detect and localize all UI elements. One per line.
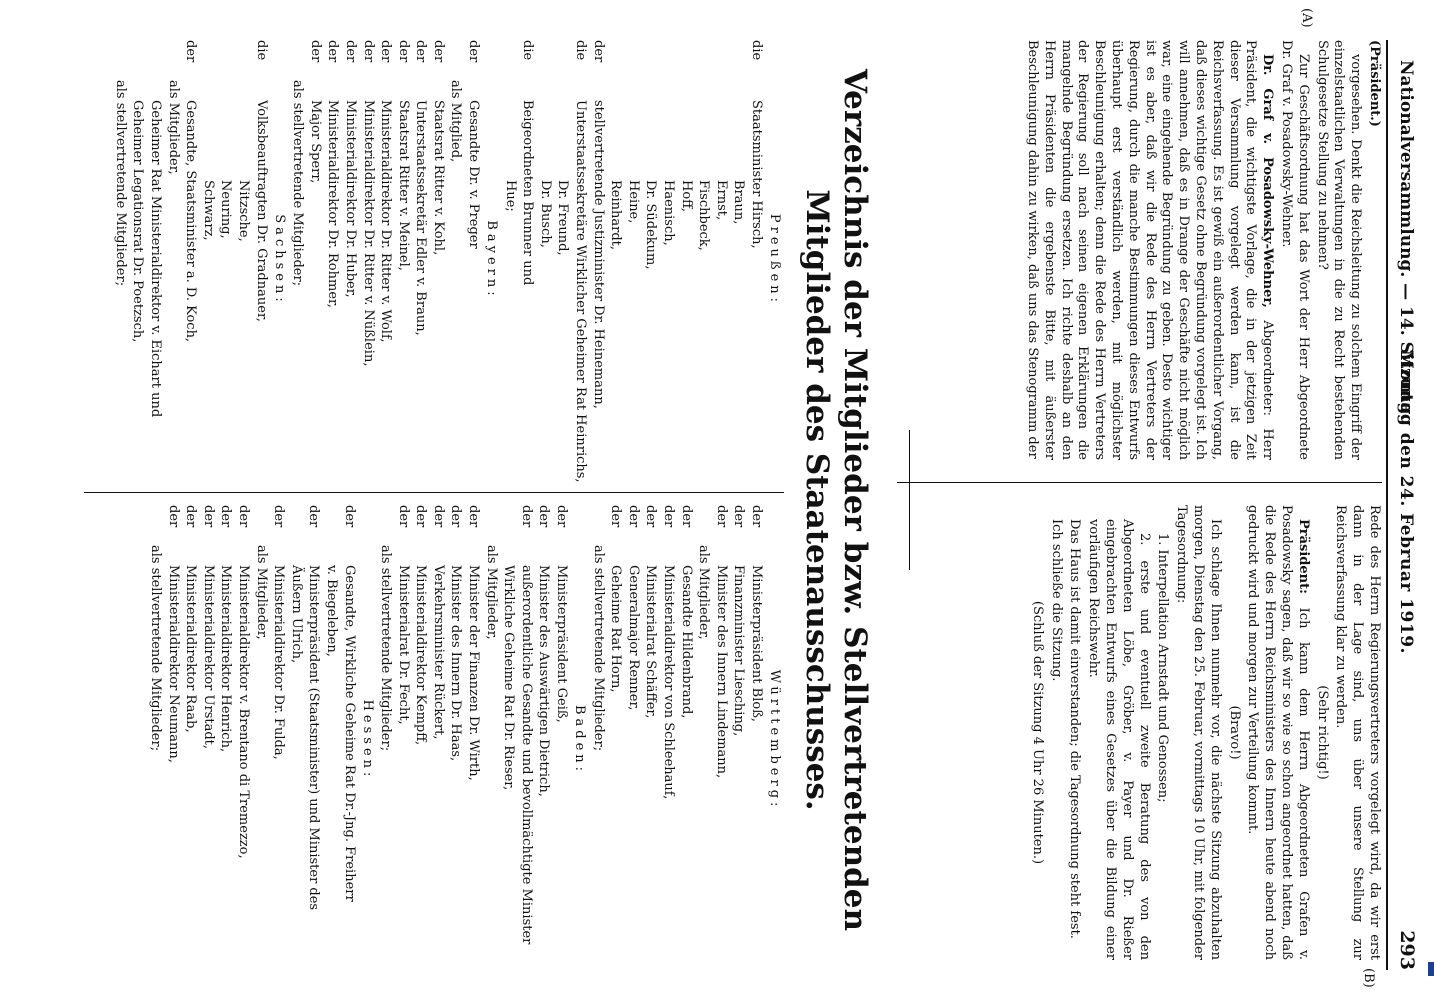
role-note: als Mitglieder,	[165, 80, 181, 175]
paragraph	[1023, 40, 1275, 460]
member-entry: Schwarz,	[200, 180, 216, 241]
article: der	[378, 40, 394, 63]
member-title: Ministerialdirektor v. Brentano di Tremezzo,	[235, 565, 251, 859]
member-entry	[465, 40, 483, 480]
article: der	[466, 505, 482, 528]
member-title: Generalmajor Renner,	[625, 565, 641, 711]
article: der	[235, 505, 251, 528]
article: der	[183, 505, 199, 528]
article: der	[749, 505, 764, 528]
right-text-column	[1026, 505, 1382, 960]
article: der	[218, 505, 234, 528]
member-entry	[624, 505, 642, 975]
member-entry: Ernst,	[713, 180, 729, 221]
paragraph: Zur Geschäftsordnung hat das Wort der Herr Abgeordnete Dr. Graf v. Posadowsky-Wehner.	[1279, 40, 1311, 460]
article: der	[306, 505, 322, 528]
member-entry	[517, 505, 535, 975]
interjection: (Sehr richtig!)	[1314, 685, 1330, 780]
speaker-tag: (Präsident.)	[1367, 40, 1382, 127]
member-entry: Dr. Busch,	[537, 180, 553, 248]
member-entry	[412, 40, 430, 480]
role-note: als stellvertretende Mitglieder;	[112, 80, 128, 287]
member-entry	[465, 505, 483, 975]
article: der	[325, 40, 341, 63]
member-title: Staatsrat Ritter v. Kohl,	[430, 100, 446, 256]
member-entry: Braun,	[731, 180, 747, 225]
member-entry	[252, 40, 270, 480]
member-entry	[747, 505, 765, 975]
article: der	[608, 505, 624, 528]
member-title: Ministerialdirektor Urstadt,	[200, 565, 216, 750]
state-heading: Baden:	[572, 704, 588, 776]
member-entry	[552, 505, 570, 975]
member-entry	[394, 505, 412, 975]
member-entry: Dr. Freund,	[555, 180, 571, 256]
member-title: Finanzminister Liesching,	[731, 565, 747, 737]
article: der	[554, 505, 570, 528]
member-title: Gesandte, Staatsminister a. D. Koch,	[183, 100, 199, 343]
agenda-item: 1. Interpellation Arnstadt und Genossen;	[1155, 533, 1171, 803]
member-entry	[129, 40, 147, 480]
article: der	[625, 505, 641, 528]
role-note: als Mitglieder,	[253, 545, 269, 640]
member-entry	[500, 505, 518, 975]
members-list-left	[111, 40, 784, 483]
member-title: Geheime Rat Horn,	[608, 565, 624, 693]
article: der	[413, 505, 429, 528]
article: die	[520, 40, 536, 61]
member-title: Ministerpräsident Geiß,	[554, 565, 570, 723]
member-entry	[730, 505, 748, 975]
member-title: Ministerialdirektor Kempff,	[413, 565, 429, 746]
member-entry: Nitzsche,	[235, 180, 251, 242]
member-entry	[589, 40, 607, 480]
member-entry	[322, 505, 340, 975]
member-title: Ministerialdirektor von Schleehauf,	[661, 565, 677, 800]
member-title: Minister des Innern Lindemann,	[713, 565, 729, 779]
member-entry	[412, 505, 430, 975]
state-heading: Hessen:	[359, 699, 375, 781]
session-closing: (Schluß der Sitzung 4 Uhr 26 Minuten.)	[1029, 600, 1045, 865]
paragraph: Ich schließe die Sitzung.	[1048, 519, 1064, 682]
column-divider	[897, 482, 1382, 483]
article: der	[342, 40, 358, 63]
member-entry	[306, 40, 324, 480]
role-note: als Mitglieder,	[483, 545, 499, 640]
member-title: Ministerpräsident Bloß,	[749, 565, 764, 723]
member-title: Ministerialrat Schäffer,	[643, 565, 659, 719]
paragraph: Ich schlage Ihnen nunmehr vor, die nächste Sitzung abzuhalten morgen, Dienstag den 25. Februar, vormittags 10 Uhr, mit folgender Tagesordnung:	[1174, 505, 1223, 960]
members-list-right	[146, 505, 784, 975]
member-title: Ministerialdirektor Henrich,	[218, 565, 234, 753]
member-entry: Hoff,	[678, 180, 694, 213]
member-entry: Hue;	[502, 180, 518, 212]
member-title: Minister der Finanzen Dr. Wirth,	[466, 565, 482, 781]
margin-marker-a: (A)	[1299, 8, 1314, 28]
page-number: 293	[1396, 930, 1418, 970]
document-page	[34, 0, 1434, 1000]
paragraph: Das Haus ist damit einverstanden; die Tagesordnung steht fest.	[1067, 519, 1083, 939]
state-heading: Bayern:	[484, 220, 500, 300]
member-entry: Haenisch,	[661, 180, 677, 246]
paragraph: vorgesehen. Denkt die Reichsleitung zu solchem Eingriff der einzelstaatlichen Verwaltungen in die zu Recht bestehenden Schulgesetze Stellung zu nehmen?	[1314, 40, 1364, 460]
role-note: als Mitglied,	[448, 80, 464, 163]
article: der	[713, 505, 729, 528]
member-title: stellvertretende Justizminister Dr. Heinemann,	[590, 100, 606, 409]
member-title: Staatsminister Hirsch,	[749, 100, 764, 249]
dfg-logo	[1428, 962, 1434, 976]
role-note: als stellvertretende Mitglieder;	[590, 545, 606, 752]
member-entry	[182, 505, 200, 975]
member-entry	[571, 40, 589, 483]
paragraph: Rede des Herrn Regierungsvertreters vorgelegt wird, da wir erst dann in der Lage sind, uns über unsere Stellung zur Reichsverfassung klar zu werden.	[1333, 505, 1382, 960]
member-entry	[182, 40, 200, 480]
role-note: als Mitglieder,	[696, 545, 712, 640]
member-title: Gesandte Hildenbrand,	[678, 565, 694, 719]
member-entry: Dr. Südekum,	[643, 180, 659, 270]
member-entry	[659, 505, 677, 975]
member-entry	[270, 505, 288, 975]
member-title: Ministerialdirektor Dr. Huber,	[342, 100, 358, 298]
article: der	[448, 505, 464, 528]
margin-marker-b: (B)	[1361, 968, 1376, 988]
article: der	[661, 505, 677, 528]
section-rule	[909, 430, 910, 570]
speech-text: Ich kann dem Herrn Abgeordneten Grafen v. Posadowsky sagen, daß wir so wie so schon angeordnet hatten, daß die Rede des Herrn Reichsministers des Innern heute abend noch gedruckt wird und morgen zur Verteilung kommt.	[1245, 505, 1311, 960]
article: der	[536, 505, 552, 528]
member-title: Ministerialrat Dr. Fecht,	[395, 565, 411, 725]
member-title: Geheimer Rat Ministerialdirektor v. Eichart und	[148, 100, 163, 418]
member-entry: Reinhardt,	[608, 180, 624, 251]
member-title: Unterstaatssekretär Edler v. Braun,	[413, 100, 429, 336]
member-entry	[712, 505, 730, 975]
article: der	[395, 505, 411, 528]
member-entry	[377, 40, 395, 480]
member-title: Minister des Innern Dr. Haas,	[448, 565, 464, 762]
speaker-name: Dr. Graf v. Posadowsky-Wehner,	[1260, 54, 1276, 308]
member-entry	[217, 505, 235, 975]
member-entry: Heine,	[625, 180, 641, 224]
article: der	[731, 505, 747, 528]
member-entry	[394, 40, 412, 480]
member-entry	[429, 40, 447, 480]
member-title: Gesandte Dr. v. Preger	[466, 100, 482, 249]
member-title: v. Biegeleben,	[323, 565, 339, 657]
member-title: Ministerialdirektor Neumann,	[165, 565, 181, 763]
member-entry: Neuring,	[218, 180, 234, 239]
member-title: Ministerialdirektor Raab,	[183, 565, 199, 733]
member-entry	[305, 505, 323, 975]
article: der	[643, 505, 659, 528]
state-heading: Württemberg:	[767, 669, 782, 811]
article: die	[749, 40, 764, 61]
member-entry: Fischbeck,	[696, 180, 712, 251]
list-title: Verzeichnis der Mitglieder bzw. Stellvertretenden Mitglieder des Staatenausschusses.	[799, 68, 873, 932]
member-title: Major Sperr,	[307, 100, 323, 184]
member-title: Ministerialdirektor Dr. Fulda,	[271, 565, 287, 760]
member-title: Staatsrat Ritter v. Meinel,	[395, 100, 411, 271]
article: der	[430, 40, 446, 63]
state-heading: Preußen:	[767, 213, 782, 307]
member-entry	[359, 40, 377, 480]
article: die	[573, 40, 589, 61]
member-entry	[677, 505, 695, 975]
article: der	[590, 40, 606, 63]
article: der	[360, 40, 376, 63]
digitization-note	[1420, 10, 1434, 990]
list-column-divider	[84, 492, 784, 493]
header-left: Nationalversammlung. — 14. Sitzung.	[1396, 60, 1416, 421]
paragraph	[1244, 505, 1311, 960]
article: der	[518, 505, 534, 528]
article: der	[183, 40, 199, 63]
article: der	[395, 40, 411, 63]
member-entry	[146, 40, 164, 480]
article: der	[271, 505, 287, 528]
member-entry	[164, 505, 182, 975]
article: der	[430, 505, 446, 528]
article: der	[307, 40, 323, 63]
member-entry	[447, 505, 465, 975]
member-entry	[287, 505, 305, 975]
member-entry	[607, 505, 625, 975]
member-entry	[535, 505, 553, 975]
agenda-item: 2. erste und eventuell zweite Beratung des von den Abgeordneten Löbe, Gröber, v. Payer und Dr. Rießer eingebrachten Entwurfs eines Gesetzes über die Bildung einer vorläufigen Reichswehr.	[1086, 519, 1152, 960]
article: der	[413, 40, 429, 63]
role-note: als stellvertretende Mitglieder;	[290, 80, 306, 287]
member-title: Ministerialdirektor Dr. Rohmer,	[325, 100, 341, 308]
member-entry	[747, 40, 765, 480]
member-title: Gesandte, Wirkliche Geheime Rat Dr.-Jng. Freiherr	[341, 565, 357, 902]
left-text-column	[1021, 40, 1382, 460]
member-entry	[324, 40, 342, 480]
interjection: (Bravo!)	[1226, 705, 1242, 760]
member-entry	[341, 40, 359, 480]
member-entry	[340, 505, 358, 975]
member-title: außerordentliche Gesandte und bevollmächtigte Minister	[518, 565, 534, 945]
member-title: Minister des Auswärtigen Dietrich,	[536, 565, 552, 797]
member-entry	[429, 505, 447, 975]
state-heading: Sachsen:	[271, 214, 287, 306]
member-title: Beigeordneten Brunner und	[520, 100, 536, 286]
member-entry	[642, 505, 660, 975]
member-entry	[519, 40, 537, 480]
article: der	[466, 40, 482, 63]
article: die	[253, 40, 269, 61]
member-title: Volksbeauftragten Dr. Gradnauer,	[253, 100, 269, 322]
member-title: Äußern Ulrich,	[288, 565, 304, 664]
role-note: als stellvertretende Mitglieder;	[378, 545, 394, 752]
member-title: Unterstaatssekretäre Wirklicher Geheimer Rat Heinrichs,	[573, 100, 589, 483]
member-title: Ministerpräsident (Staatsminister) und Minister des	[306, 565, 322, 911]
role-note: als stellvertretende Mitglieder;	[148, 545, 163, 752]
member-entry	[199, 505, 217, 975]
running-header	[1386, 40, 1424, 970]
member-title: Geheimer Legationsrat Dr. Poetzsch,	[130, 100, 146, 343]
article: der	[165, 505, 181, 528]
speech-text: Abgeordneter: Herr Präsident, die wichtigste Vorlage, die in der jetzigen Zeit dieser Versammlung vorgelegt werden kann, ist die Reichsverfassung. Es ist gewiß ein außerordentlicher Vorgang, daß dieses wichtige Gesetz ohne Begründung vorgelegt ist. Ich will annehmen, daß es in Drange der Geschäfte nicht möglich war, eine eingehende Begründung zu geben. Desto wichtiger ist es aber, daß wir die Rede des Herrn Vertreters der Regierung, durch die manche Bestimmungen dieses Entwurfs überhaupt erst verständlich werden, mit möglichster Beschleunigung erhalten; denn die Rede des Herrn Vertreters der Regierung soll nach seinen eigenen Erklärungen die mangelnde Begründung ersetzen. Ich richte deshalb an den Herrn Präsidenten die ergebenste Bitte, mit äußerster Beschleunigung dahin zu wirken, daß uns das Stenogramm der	[1025, 40, 1276, 460]
article: der	[200, 505, 216, 528]
member-title: Ministerialdirektor Dr. Ritter v. Nüßlein,	[360, 100, 376, 367]
member-entry	[234, 505, 252, 975]
article: der	[341, 505, 357, 528]
member-title: Wirkliche Geheime Rat Dr. Rieser,	[501, 565, 517, 791]
article: der	[678, 505, 694, 528]
member-title: Verkehrsminister Rückert,	[430, 565, 446, 740]
header-date: Montag den 24. Februar 1919.	[1396, 350, 1416, 654]
speaker-name: Präsident:	[1295, 519, 1311, 594]
member-title: Ministerialdirektor Dr. Ritter v. Wolf,	[378, 100, 394, 343]
